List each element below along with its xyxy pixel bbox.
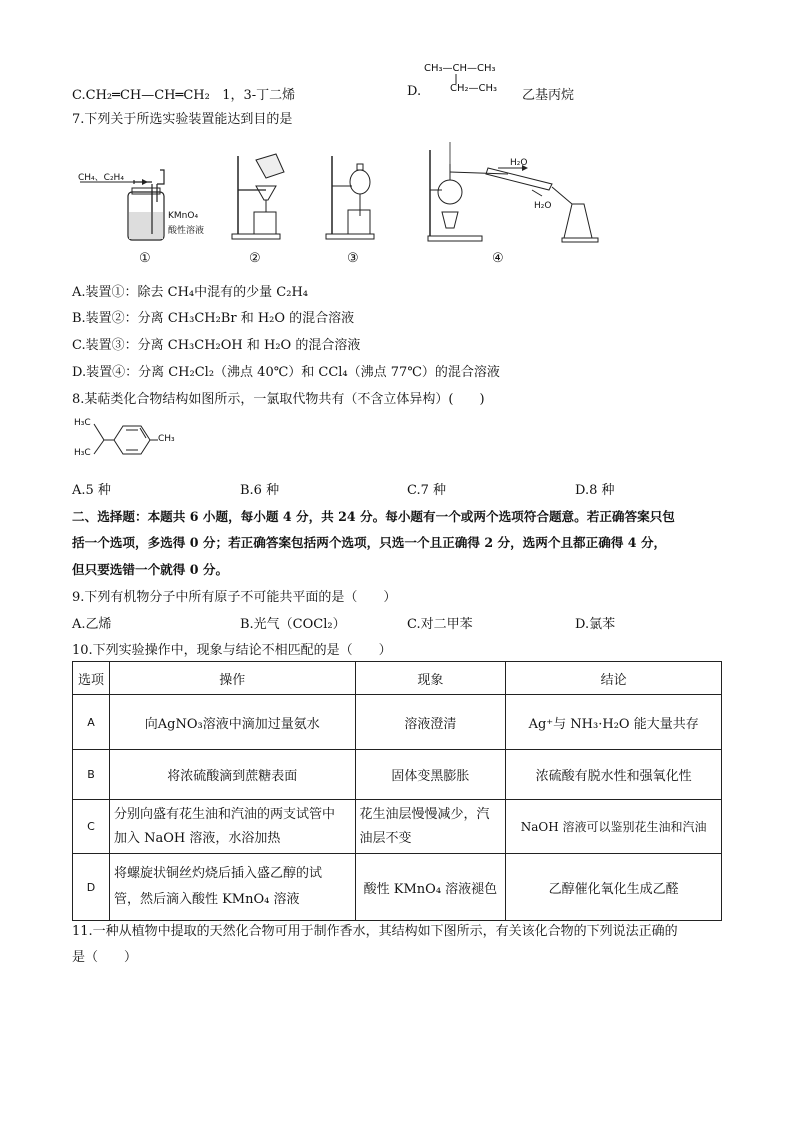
q11-line1: 11.一种从植物中提取的天然化合物可用于制作香水，其结构如下图所示，有关该化合物的下列说法正确的 xyxy=(72,924,678,939)
q6-d-struct-top: CH₃—CH—CH₃ xyxy=(424,63,496,74)
q9-option-a: A.乙烯 xyxy=(72,617,112,632)
q10-experiment-table xyxy=(72,661,722,921)
q7-stem: 7.下列关于所选实验装置能达到目的是 xyxy=(72,112,293,127)
q11-line2: 是（ ） xyxy=(72,950,138,965)
fig-label-1: ① xyxy=(139,251,151,266)
q6-option-d-label: D. xyxy=(407,84,422,99)
table-row: C 分别向盛有花生油和汽油的两支试管中 加入 NaOH 溶液，水浴加热 花生油层慢慢减少，汽 油层不变 NaOH 溶液可以鉴别花生油和汽油 xyxy=(73,800,722,854)
q8-struct-ch3: CH₃ xyxy=(158,434,175,444)
q9-option-d: D.氯苯 xyxy=(575,617,616,632)
q8-option-c: C.7 种 xyxy=(407,483,447,498)
header-operation: 操作 xyxy=(109,662,355,695)
q7-option-b: B.装置②：分离 CH₃CH₂Br 和 H₂O 的混合溶液 xyxy=(72,311,355,326)
fig1-gas-label: CH₄、C₂H₄ xyxy=(78,173,124,183)
table-row: B 将浓硫酸滴到蔗糖表面 固体变黑膨胀 浓硫酸有脱水性和强氧化性 xyxy=(73,750,722,800)
table-row: D 将螺旋状铜丝灼烧后插入盛乙醇的试 管，然后滴入酸性 KMnO₄ 溶液 酸性 KMnO₄ 溶液褪色 乙醇催化氧化生成乙醛 xyxy=(73,854,722,921)
q9-option-c: C.对二甲苯 xyxy=(407,617,473,632)
table-row: A 向AgNO₃溶液中滴加过量氨水 溶液澄清 Ag⁺与 NH₃·H₂O 能大量共存 xyxy=(73,695,722,750)
table-header-row xyxy=(73,662,722,695)
q6-option-c: C.CH₂═CH—CH═CH₂ 1，3-丁二烯 xyxy=(72,88,296,103)
q6-d-name: 乙基丙烷 xyxy=(522,88,575,103)
q6-d-struct-bottom: CH₂—CH₃ xyxy=(450,83,498,94)
section2-line3: 但只要选错一个就得 0 分。 xyxy=(72,562,229,577)
q9-stem: 9.下列有机物分子中所有原子不可能共平面的是（ ） xyxy=(72,590,397,605)
apparatus-2-filtration xyxy=(226,150,286,244)
q7-option-c: C.装置③：分离 CH₃CH₂OH 和 H₂O 的混合溶液 xyxy=(72,338,361,353)
fig-label-3: ③ xyxy=(347,251,359,266)
fig1-reagent1: KMnO₄ xyxy=(168,211,199,221)
apparatus-4-distillation xyxy=(412,140,612,246)
header-phenomenon: 现象 xyxy=(355,662,506,695)
q10-stem: 10.下列实验操作中，现象与结论不相匹配的是（ ） xyxy=(72,643,392,658)
q8-stem: 8.某萜类化合物结构如图所示，一氯取代物共有（不含立体异构）( ) xyxy=(72,392,485,407)
header-conclusion: 结论 xyxy=(506,662,722,695)
q7-option-a: A.装置①：除去 CH₄中混有的少量 C₂H₄ xyxy=(72,285,308,300)
q8-struct-h3c-bottom: H₃C xyxy=(74,448,91,458)
fig1-reagent2: 酸性溶液 xyxy=(168,226,205,236)
fig-label-4: ④ xyxy=(492,251,504,266)
apparatus-3-separatory-funnel xyxy=(322,152,378,244)
fig-label-2: ② xyxy=(249,251,261,266)
section2-line2: 括一个选项，多选得 0 分；若正确答案包括两个选项，只选一个且正确得 2 分，选两个且都正确得 4 分， xyxy=(72,535,667,550)
fig4-water-in: H₂O xyxy=(510,158,528,168)
q9-option-b: B.光气（COCl₂） xyxy=(240,617,346,632)
header-option: 选项 xyxy=(73,662,110,695)
q8-benzene-structure xyxy=(92,418,158,462)
q8-option-a: A.5 种 xyxy=(72,483,111,498)
q8-struct-h3c-top: H₃C xyxy=(74,418,91,428)
q8-option-b: B.6 种 xyxy=(240,483,280,498)
q8-option-d: D.8 种 xyxy=(575,483,615,498)
q7-option-d: D.装置④：分离 CH₂Cl₂（沸点 40℃）和 CCl₄（沸点 77℃）的混合溶液 xyxy=(72,365,500,380)
section2-line1: 二、选择题：本题共 6 小题，每小题 4 分，共 24 分。每小题有一个或两个选项符合题意。若正确答案只包 xyxy=(72,509,675,524)
fig4-water-out: H₂O xyxy=(534,201,552,211)
